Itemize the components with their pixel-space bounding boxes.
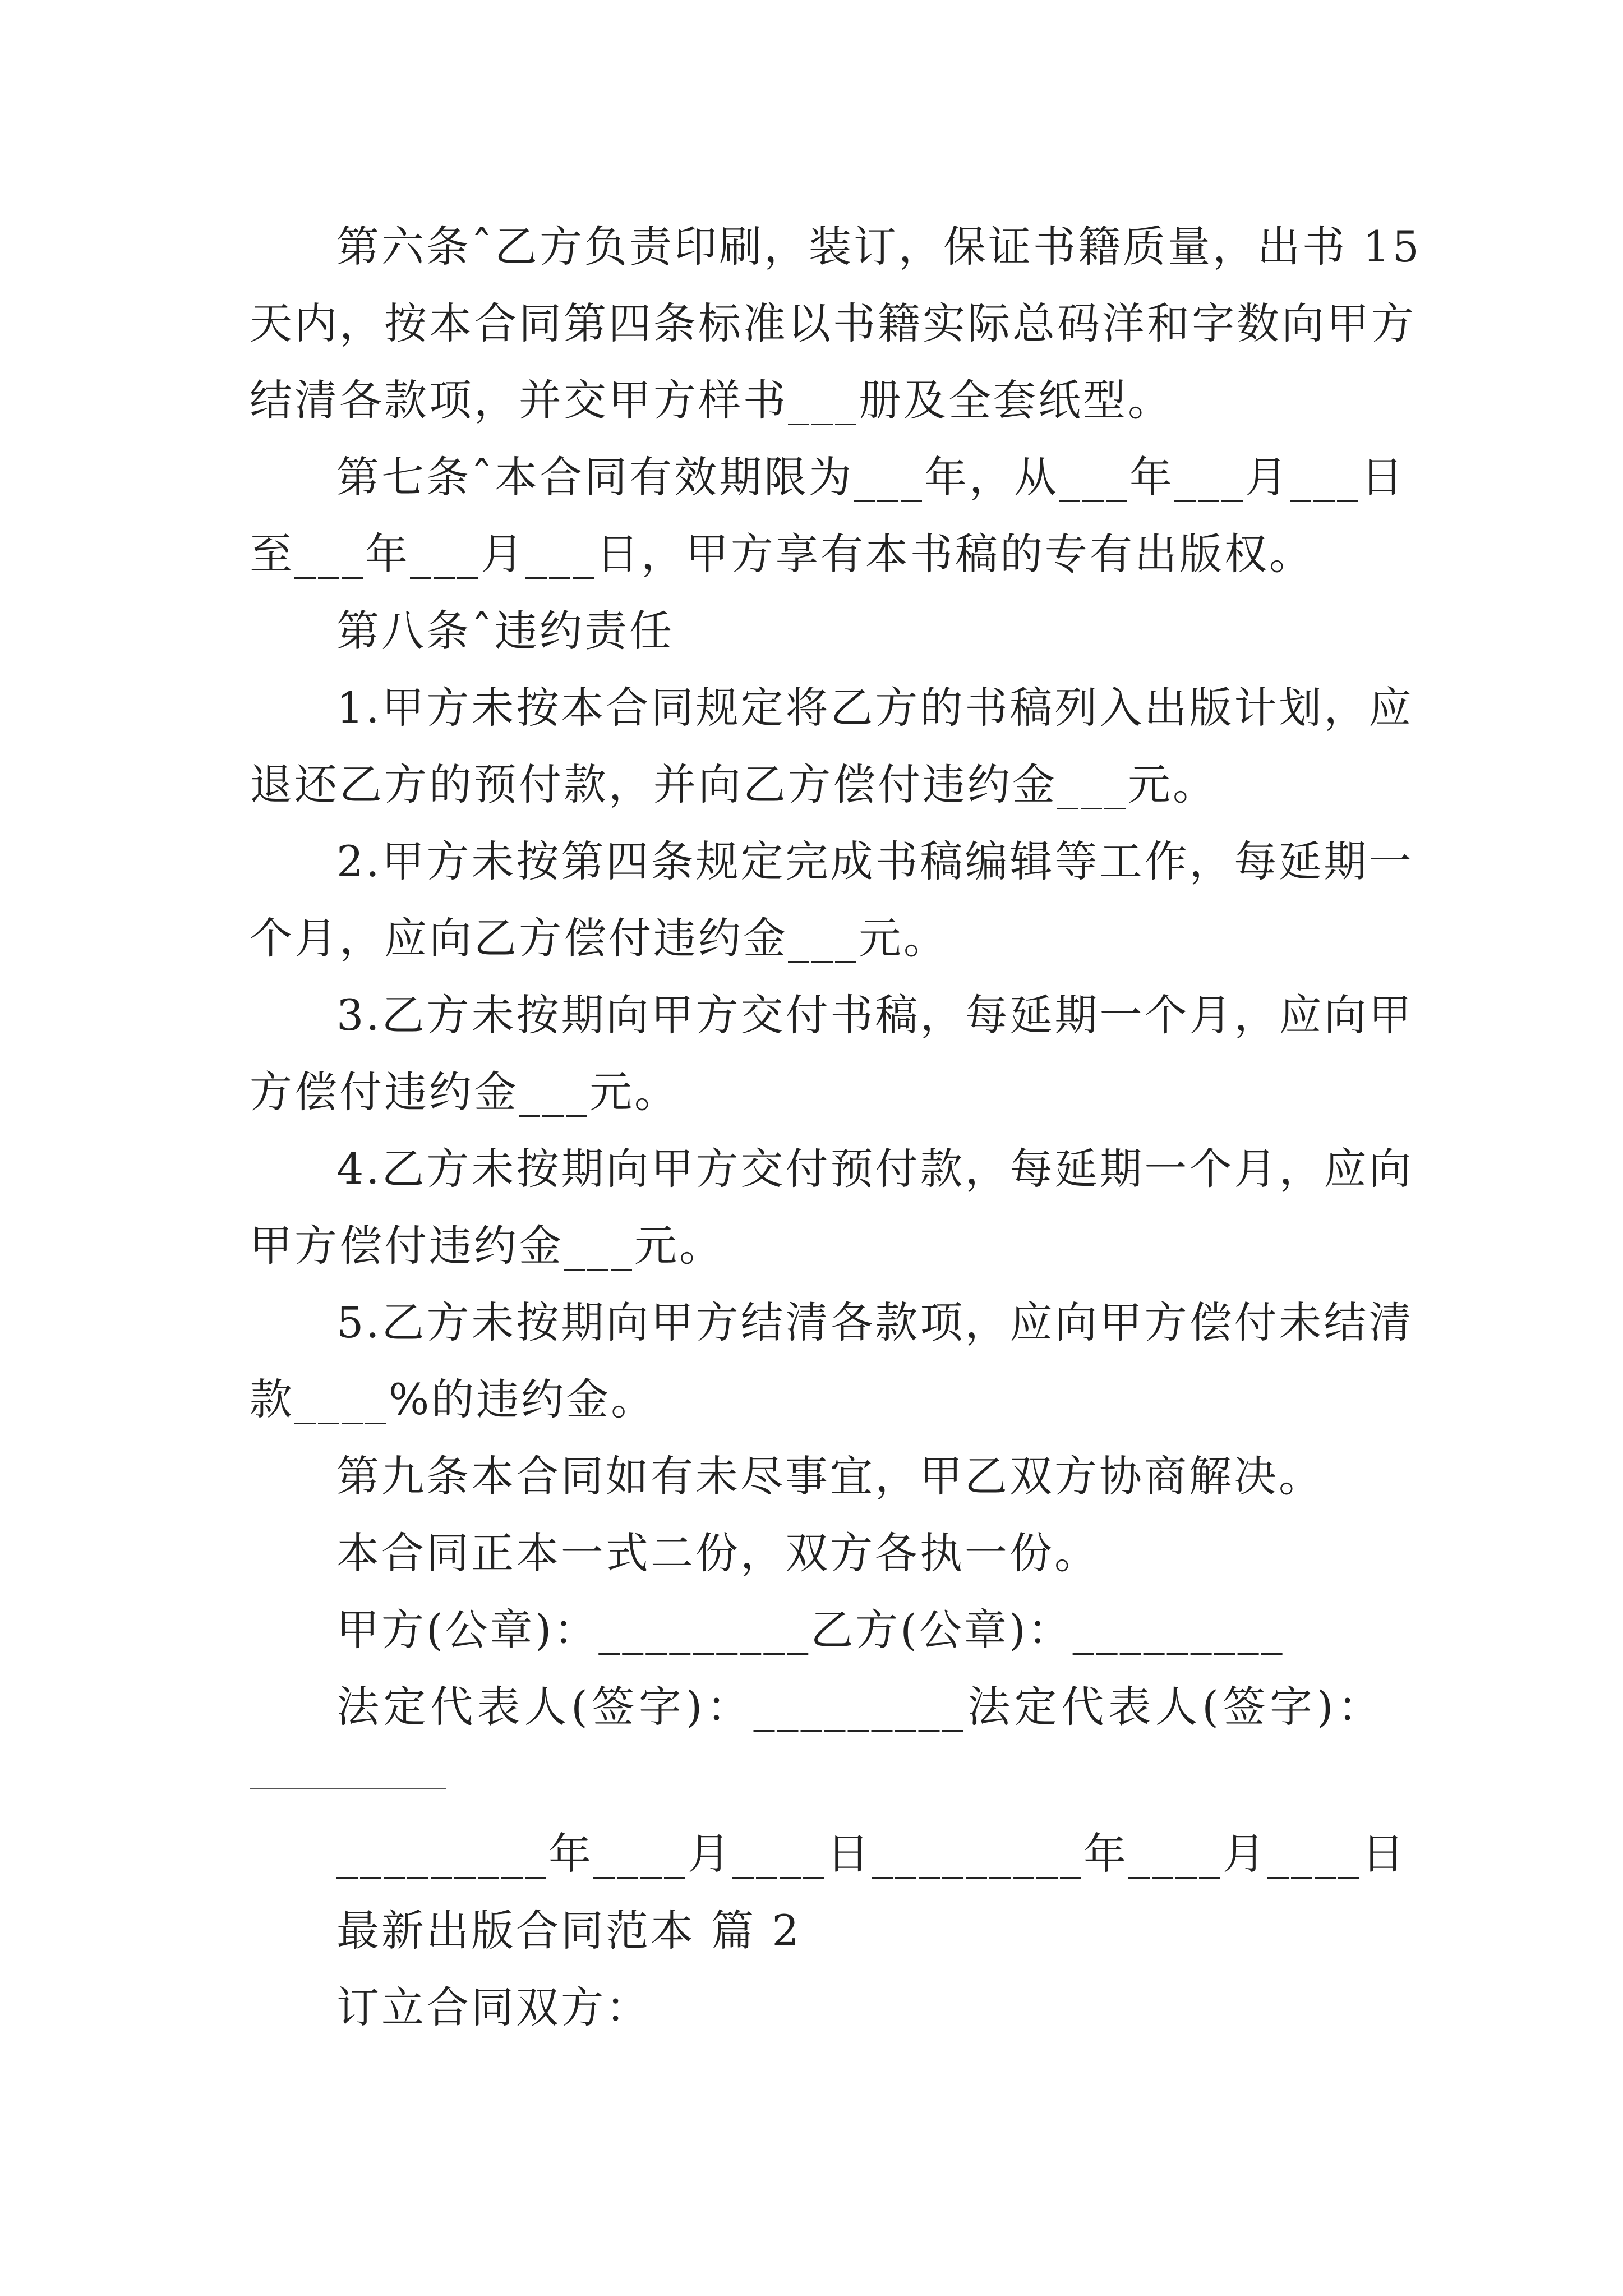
item-1-line-1: 1.甲方未按本合同规定将乙方的书稿列入出版计划，应 bbox=[336, 683, 1414, 733]
clause-6-line-3: 结清各款项，并交甲方样书___册及全套纸型。 bbox=[250, 375, 1173, 425]
clause-8-heading: 第八条ˆ违约责任 bbox=[336, 606, 674, 656]
item-2-line-2: 个月，应向乙方偿付违约金___元。 bbox=[250, 913, 948, 963]
section-heading-contract-2: 最新出版合同范本 篇 2 bbox=[336, 1906, 801, 1955]
party-seal-line: 甲方(公章)：_________乙方(公章)：_________ bbox=[336, 1605, 1285, 1655]
item-1-line-2: 退还乙方的预付款，并向乙方偿付违约金___元。 bbox=[250, 760, 1218, 809]
item-3-line-2: 方偿付违约金___元。 bbox=[250, 1067, 679, 1117]
clause-6-line-2: 天内，按本合同第四条标准以书籍实际总码洋和字数向甲方 bbox=[250, 298, 1416, 348]
signature-blank-line bbox=[250, 1788, 446, 1789]
item-4-line-2: 甲方偿付违约金___元。 bbox=[250, 1221, 724, 1271]
item-5-line-2: 款____%的违约金。 bbox=[250, 1374, 656, 1424]
copies-statement: 本合同正本一式二份，双方各执一份。 bbox=[336, 1528, 1099, 1578]
item-2-line-1: 2.甲方未按第四条规定完成书稿编辑等工作，每延期一 bbox=[336, 836, 1414, 886]
clause-9: 第九条本合同如有未尽事宜，甲乙双方协商解决。 bbox=[336, 1451, 1324, 1501]
representative-signature-line: 法定代表人(签字)：_________法定代表人(签字)： bbox=[336, 1682, 1382, 1732]
item-3-line-1: 3.乙方未按期向甲方交付书稿，每延期一个月，应向甲 bbox=[336, 990, 1414, 1040]
item-4-line-1: 4.乙方未按期向甲方交付预付款，每延期一个月，应向 bbox=[336, 1144, 1414, 1194]
clause-6-line-1: 第六条ˆ乙方负责印刷，装订，保证书籍质量，出书 15 bbox=[336, 222, 1422, 272]
clause-7-line-2: 至___年___月___日，甲方享有本书稿的专有出版权。 bbox=[250, 529, 1314, 579]
date-line: _________年____月____日_________年____月____日 bbox=[336, 1829, 1407, 1879]
item-5-line-1: 5.乙方未按期向甲方结清各款项，应向甲方偿付未结清 bbox=[336, 1297, 1414, 1347]
contracting-parties-label: 订立合同双方： bbox=[336, 1982, 651, 2032]
clause-7-line-1: 第七条ˆ本合同有效期限为___年，从___年___月___日 bbox=[336, 452, 1405, 502]
